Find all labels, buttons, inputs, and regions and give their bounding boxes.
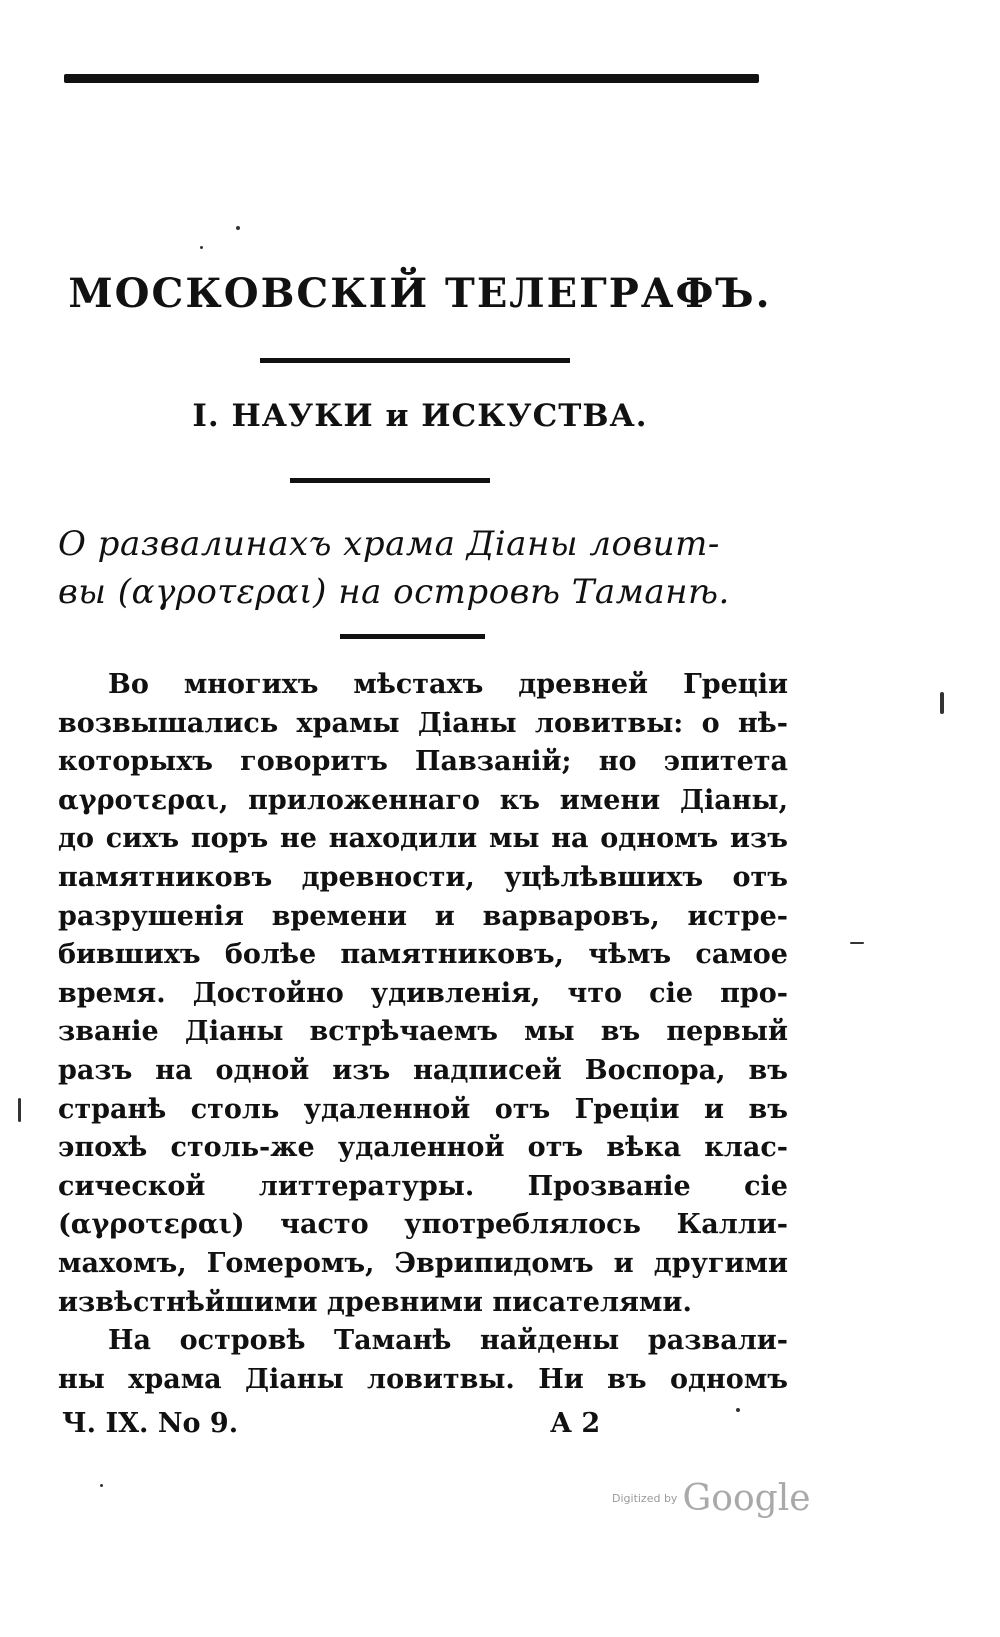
divider-rule (340, 634, 485, 639)
top-rule (64, 74, 759, 83)
scan-speck (850, 942, 864, 944)
body-line: На островѣ Таманѣ найдены развали- (108, 1325, 788, 1357)
section-heading: I. НАУКИ и ИСКУСТВА. (192, 398, 648, 434)
body-line: время. Достойно удивленія, что сіе про- (58, 977, 788, 1009)
digitized-watermark (612, 1478, 811, 1519)
body-line: извѣстнѣйшими древними писателями. (58, 1286, 692, 1318)
body-line: возвышались храмы Діаны ловитвы: о нѣ- (58, 707, 788, 739)
body-line: эпохѣ столь-же удаленной отъ вѣка клас- (58, 1132, 788, 1164)
scan-speck (18, 1098, 21, 1122)
signature-mark: А 2 (550, 1408, 601, 1439)
google-logo: Google (682, 1478, 811, 1519)
body-line: разъ на одной изъ надписей Воспора, въ (58, 1054, 788, 1086)
scan-speck (736, 1408, 740, 1412)
scan-speck (100, 1484, 103, 1487)
scan-speck (200, 246, 203, 249)
body-line: (αγροτεραι) часто употреблялось Калли- (58, 1209, 788, 1241)
body-line: бившихъ болѣе памятниковъ, чѣмъ самое (58, 939, 788, 971)
scan-speck (940, 692, 944, 714)
body-line: памятниковъ древности, уцѣлѣвшихъ отъ (58, 861, 788, 893)
article-title-line: вы (αγροτεραι) на островѣ Таманѣ. (58, 572, 730, 612)
body-line: махомъ, Гомеромъ, Эврипидомъ и другими (58, 1247, 788, 1279)
volume-number: Ч. IX. No 9. (62, 1408, 239, 1439)
body-line: αγροτεραι, приложеннаго къ имени Діаны, (58, 784, 788, 816)
digitized-by-text: Digitized by (612, 1492, 678, 1505)
body-line: разрушенія времени и варваровъ, истре- (58, 900, 788, 932)
body-line: странѣ столь удаленной отъ Греціи и въ (58, 1093, 788, 1125)
body-line: сической литтературы. Прозваніе сіе (58, 1170, 788, 1202)
journal-title: МОСКОВСКІЙ ТЕЛЕГРАФЪ. (68, 270, 772, 317)
divider-rule (290, 478, 490, 483)
article-body (58, 666, 788, 1399)
body-line: которыхъ говоритъ Павзаній; но эпитета (58, 746, 788, 778)
scan-speck (236, 226, 240, 230)
body-line: ны храма Діаны ловитвы. Ни въ одномъ (58, 1363, 788, 1395)
divider-rule (260, 358, 570, 363)
body-line: до сихъ поръ не находили мы на одномъ изъ (58, 823, 788, 855)
article-title (58, 520, 788, 616)
body-line: званіе Діаны встрѣчаемъ мы въ первый (58, 1016, 788, 1048)
article-title-line: О развалинахъ храма Діаны ловит- (58, 524, 720, 564)
body-line: Во многихъ мѣстахъ древней Греціи (108, 669, 788, 700)
